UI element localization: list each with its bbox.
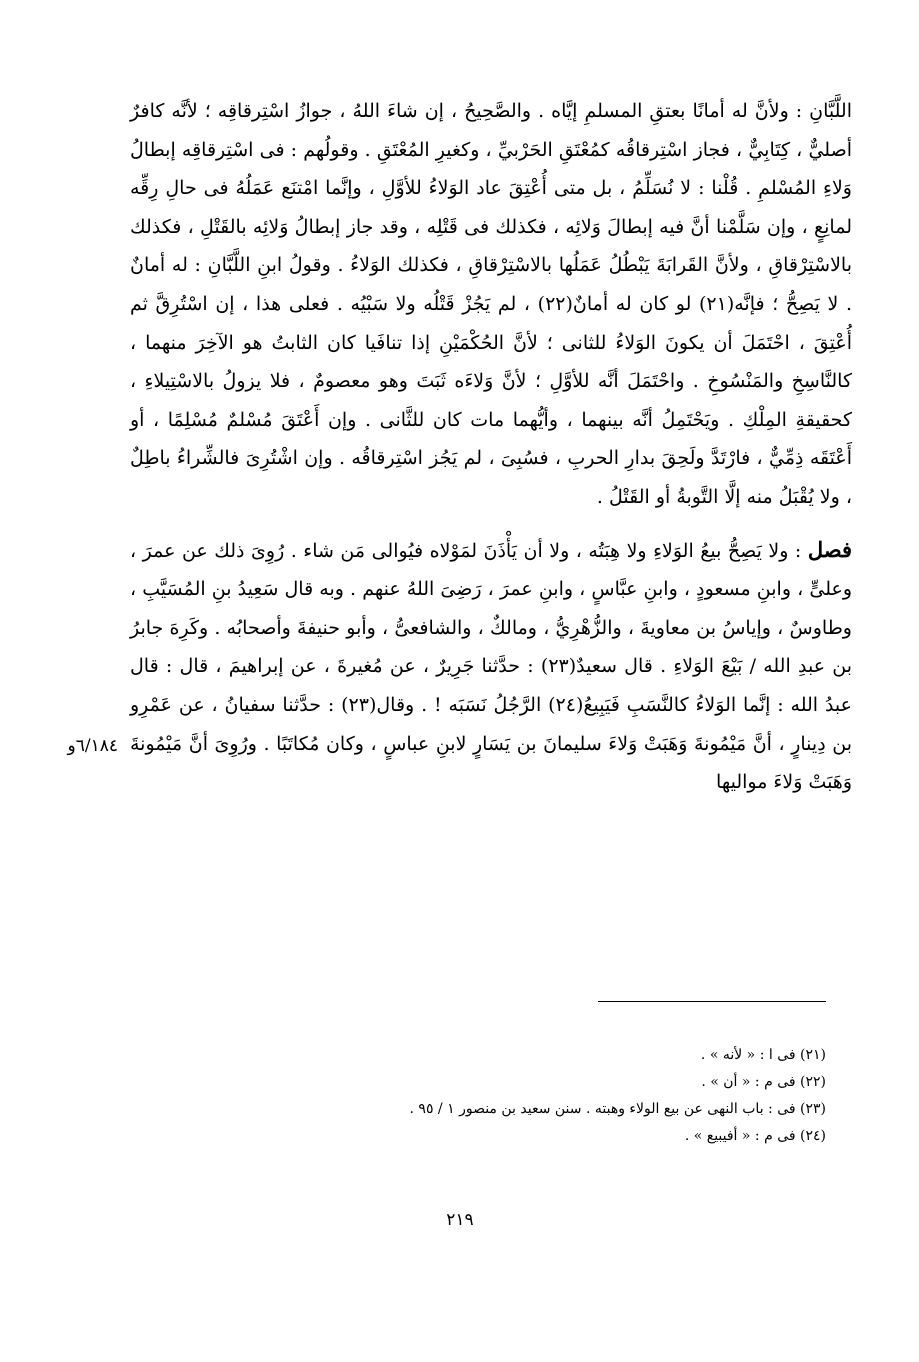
footnotes (300, 1042, 826, 1150)
paragraph-2 (130, 531, 852, 802)
paragraph-2-text: : ولا يَصِحُّ بيعُ الوَلاءِ ولا هِبَتُه ، ولا أن يَأْذَنَ لمَوْلاه فيُوالى مَن شاء . رُوِىَ ذلك عن عمرَ ، وعلىٍّ ، وابنِ مسعودٍ ، وابنِ عبَّاسٍ ، وابنِ عمرَ ، رَضِىَ اللهُ عنهم . وبه قال سَعِيدُ بنِ المُسَيَّبِ ، وطاوسٌ ، وإياسُ بن معاويةَ ، والزُّهْرِيُّ ، ومالكٌ ، والشافعىُّ ، وأبو حنيفةَ وأصحابُه . وكَرِهَ جابرُ بن عبدِ الله / بَيْعَ الوَلاءِ . قال سعيدٌ(٢٣) : حدَّثنا جَرِيرٌ ، عن مُغيرةَ ، عن إبراهيمَ ، قال : قال عبدُ الله : إنَّما الوَلاءُ كالنَّسَبِ فَيَبِيعُ(٢٤) الرَّجُلُ نَسَبَه ! . وقال(٢٣) : حدَّثنا سفيانُ ، عن عَمْرِو بن دِينارٍ ، أنَّ مَيْمُونةَ وَهَبَتْ وَلاءَ سليمانَ بن يَسَارٍ لابنِ عباسٍ ، وكان مُكاتَبًا . ورُوِىَ أنَّ مَيْمُونةَ وَهَبَتْ وَلاءَ مواليها (130, 539, 853, 794)
page-number: ٢١٩ (446, 1210, 474, 1230)
main-text (130, 92, 852, 802)
footnote-23: (٢٣) فى : باب النهى عن بيع الولاء وهبته . سنن سعيد بن منصور ١ / ٩٥ . (409, 1101, 826, 1117)
footnote-21: (٢١) فى ا : « لأنه » . (700, 1047, 826, 1063)
footnote-24: (٢٤) فى م : « أفيبيع » . (684, 1128, 826, 1144)
footnote-22: (٢٢) فى م : « أن » . (701, 1074, 826, 1090)
margin-reference: ٦/١٨٤و (67, 736, 118, 756)
footnote-divider (598, 1001, 826, 1002)
paragraph-1: اللَّبَّانِ : ولأنَّ له أمانًا بعتقِ المسلمِ إيَّاه . والصَّحِيحُ ، إن شاءَ اللهُ ، جوازُ اسْتِرقاقِه ؛ لأنَّه كافرٌ أصليٌّ ، كِتَابِيٌّ ، فجاز اسْتِرقاقُه كمُعْتَقِ الحَرْبيِّ ، وكغيرِ المُعْتَقِ . وقولُهم : فى اسْتِرقاقِه إبطالُ وَلاءِ المُسْلمِ . قُلْنا : لا نُسَلِّمُ ، بل متى أُعْتِقَ عاد الوَلاءُ للأوَّلِ ، وإنَّما امْتنَع عَمَلُهُ فى حالِ رِقِّه لمانِعٍ ، وإن سَلَّمْنا أنَّ فيه إبطالَ وَلائِه ، فكذلك فى قَتْلِه ، وقد جاز إبطالُ وَلائِه بالقَتْلِ ، فكذلك بالاسْتِرْقاقِ ، ولأنَّ القَرابَةَ يَبْطُلُ عَمَلُها بالاسْتِرْقاقِ ، فكذلك الوَلاءُ . وقولُ ابنِ اللَّبَّانِ : له أمانٌ . لا يَصِحُّ ؛ فإنَّه(٢١) لو كان له أمانٌ(٢٢) ، لم يَجُزْ قَتْلُه ولا سَبْيُه . فعلى هذا ، إن اسْتُرِقَّ ثم أُعْتِقَ ، احْتَمَلَ أن يكونَ الوَلاءُ للثانى ؛ لأنَّ الحُكْمَيْنِ إذا تنافَيا كان الثابتُ هو الآخِرَ منهما ، كالنَّاسِخِ والمَنْسُوخِ . واحْتَمَلَ أنَّه للأوَّلِ ؛ لأنَّ وَلاءَه ثَبَتَ وهو معصومٌ ، فلا يزولُ بالاسْتِيلاءِ ، كحقيقةِ المِلْكِ . ويَحْتَمِلُ أنَّه بينهما ، وأيُّهما مات كان للثَّانى . وإن أَعْتَقَ مُسْلمٌ مُسْلِمًا ، أو أَعْتَقَه ذِمِّيٌّ ، فارْتَدَّ ولَحِقَ بدارِ الحربِ ، فسُبِىَ ، لم يَجُز اسْتِرقاقُه . وإن اشْتُرِىَ فالشِّراءُ باطِلٌ ، ولا يُقْبَلُ منه إلَّا التَّوبةُ أو القَتْلُ . (130, 100, 852, 508)
section-title: فصل (807, 536, 852, 562)
